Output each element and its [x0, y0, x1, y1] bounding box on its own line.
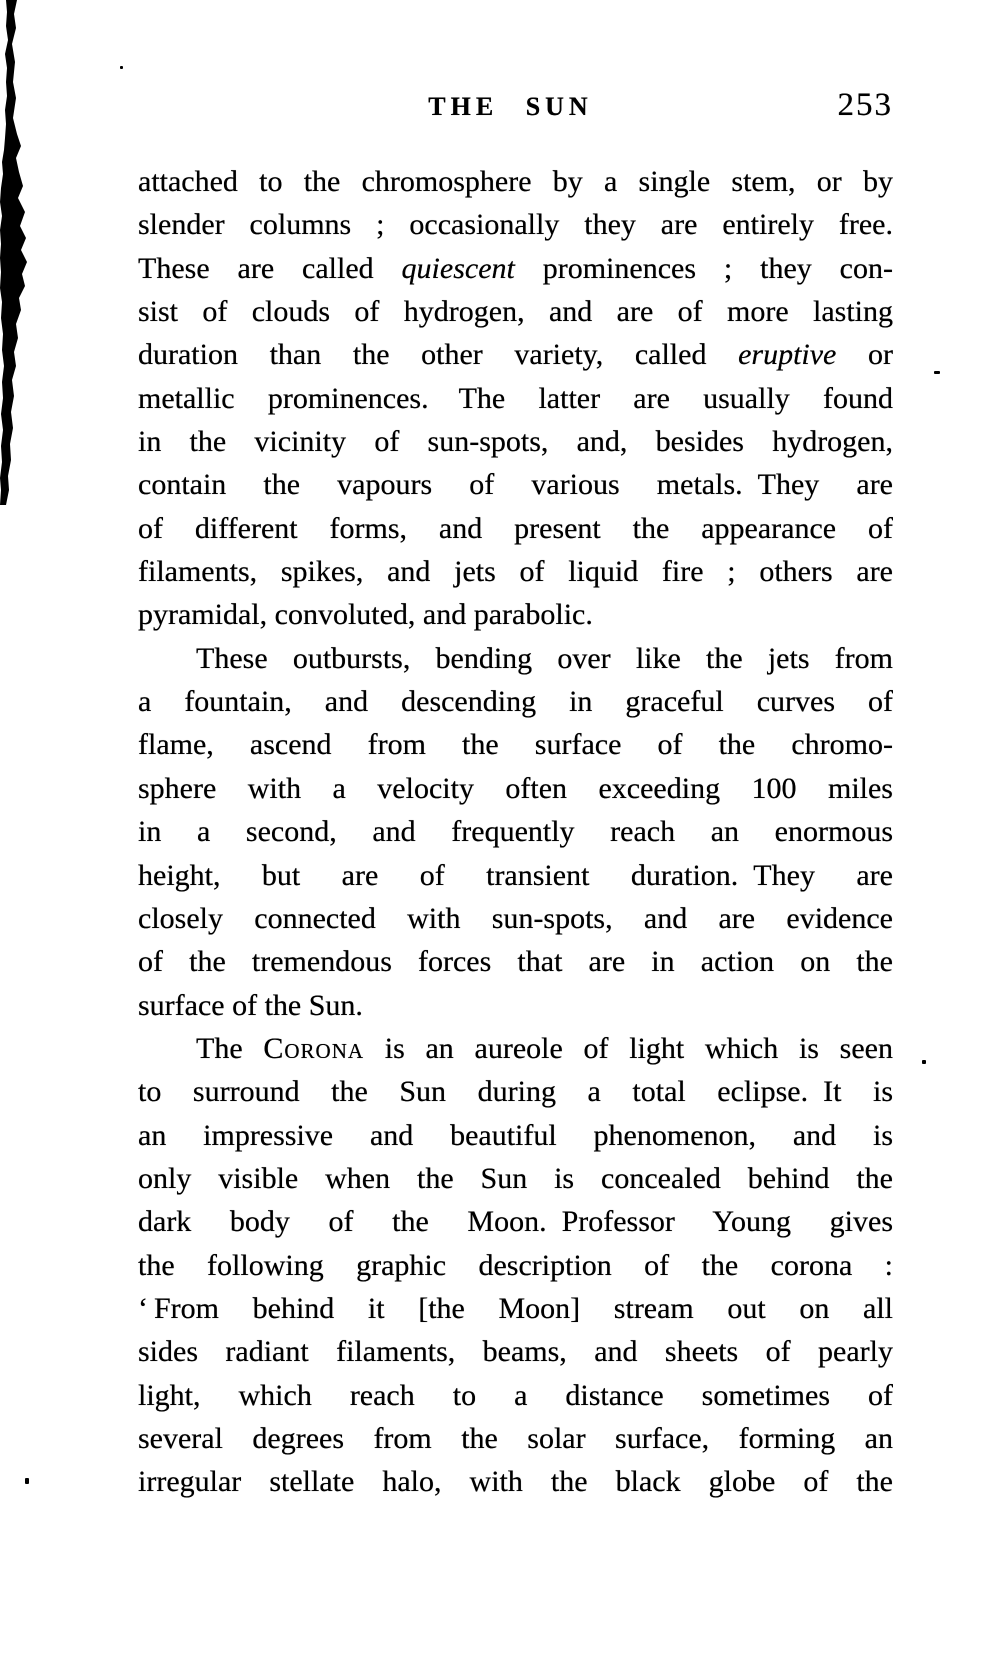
text-line: in the vicinity of sun-spots, and, besides hydrogen,: [138, 425, 893, 459]
text-line: irregular stellate halo, with the black globe of the: [138, 1465, 893, 1499]
text-line: in a second, and frequently reach an enormous: [138, 815, 893, 849]
text-line: height, but are of transient duration. They are: [138, 858, 893, 892]
text-line: contain the vapours of various metals. They are: [138, 468, 893, 502]
text-run: The: [196, 1031, 264, 1065]
text-line: slender columns ; occasionally they are entirely free.: [138, 208, 893, 242]
text-line: the following graphic description of the corona :: [138, 1248, 893, 1282]
page-number: 253: [837, 87, 893, 123]
text-line: filaments, spikes, and jets of liquid fire ; others are: [138, 555, 893, 589]
text-line: of different forms, and present the appearance of: [138, 511, 893, 545]
text-line: closely connected with sun-spots, and are evidence: [138, 901, 893, 935]
scan-speck: [922, 1060, 926, 1064]
text-line: only visible when the Sun is concealed behind the: [138, 1161, 893, 1195]
text-line: [138, 333, 893, 376]
text-line: a fountain, and descending in graceful curves of: [138, 685, 893, 719]
text-run: is an aureole of light which is seen: [364, 1031, 893, 1065]
text-line: flame, ascend from the surface of the chromo-: [138, 728, 893, 762]
scan-speck: [25, 1478, 29, 1484]
text-line: attached to the chromosphere by a single stem, or by: [138, 165, 893, 198]
text-run: prominences ; they con-: [514, 251, 893, 285]
text-line: surface of the Sun.: [138, 988, 363, 1022]
text-line: pyramidal, convoluted, and parabolic.: [138, 598, 593, 632]
text-run: duration than the other variety, called: [138, 338, 739, 372]
text-line: to surround the Sun during a total eclipse. It is: [138, 1075, 893, 1109]
text-run: These are called: [138, 251, 402, 285]
text-line: ‘ From behind it [the Moon] stream out on all: [138, 1291, 893, 1325]
smallcaps-term: Corona: [263, 1031, 365, 1065]
italic-term: eruptive: [738, 338, 837, 372]
text-line: [138, 1027, 893, 1070]
text-line: These outbursts, bending over like the jets from: [196, 641, 893, 675]
page-header-title: THE SUN: [428, 92, 593, 121]
text-run: or: [836, 338, 893, 372]
text-line: dark body of the Moon. Professor Young gives: [138, 1205, 893, 1239]
text-line: metallic prominences. The latter are usually found: [138, 381, 893, 415]
running-head: [0, 0, 997, 140]
text-line: light, which reach to a distance sometimes of: [138, 1378, 893, 1412]
text-line: sist of clouds of hydrogen, and are of more lasting: [138, 295, 893, 329]
text-line: several degrees from the solar surface, forming an: [138, 1421, 893, 1455]
italic-term: quiescent: [401, 251, 515, 285]
text-line: sides radiant filaments, beams, and sheets of pearly: [138, 1335, 893, 1369]
text-line: of the tremendous forces that are in action on the: [138, 945, 893, 979]
text-line: sphere with a velocity often exceeding 100 miles: [138, 771, 893, 805]
text-line: [138, 247, 893, 290]
page-text: [138, 160, 893, 1504]
text-line: an impressive and beautiful phenomenon, and is: [138, 1118, 893, 1152]
scan-speck: [934, 371, 940, 374]
